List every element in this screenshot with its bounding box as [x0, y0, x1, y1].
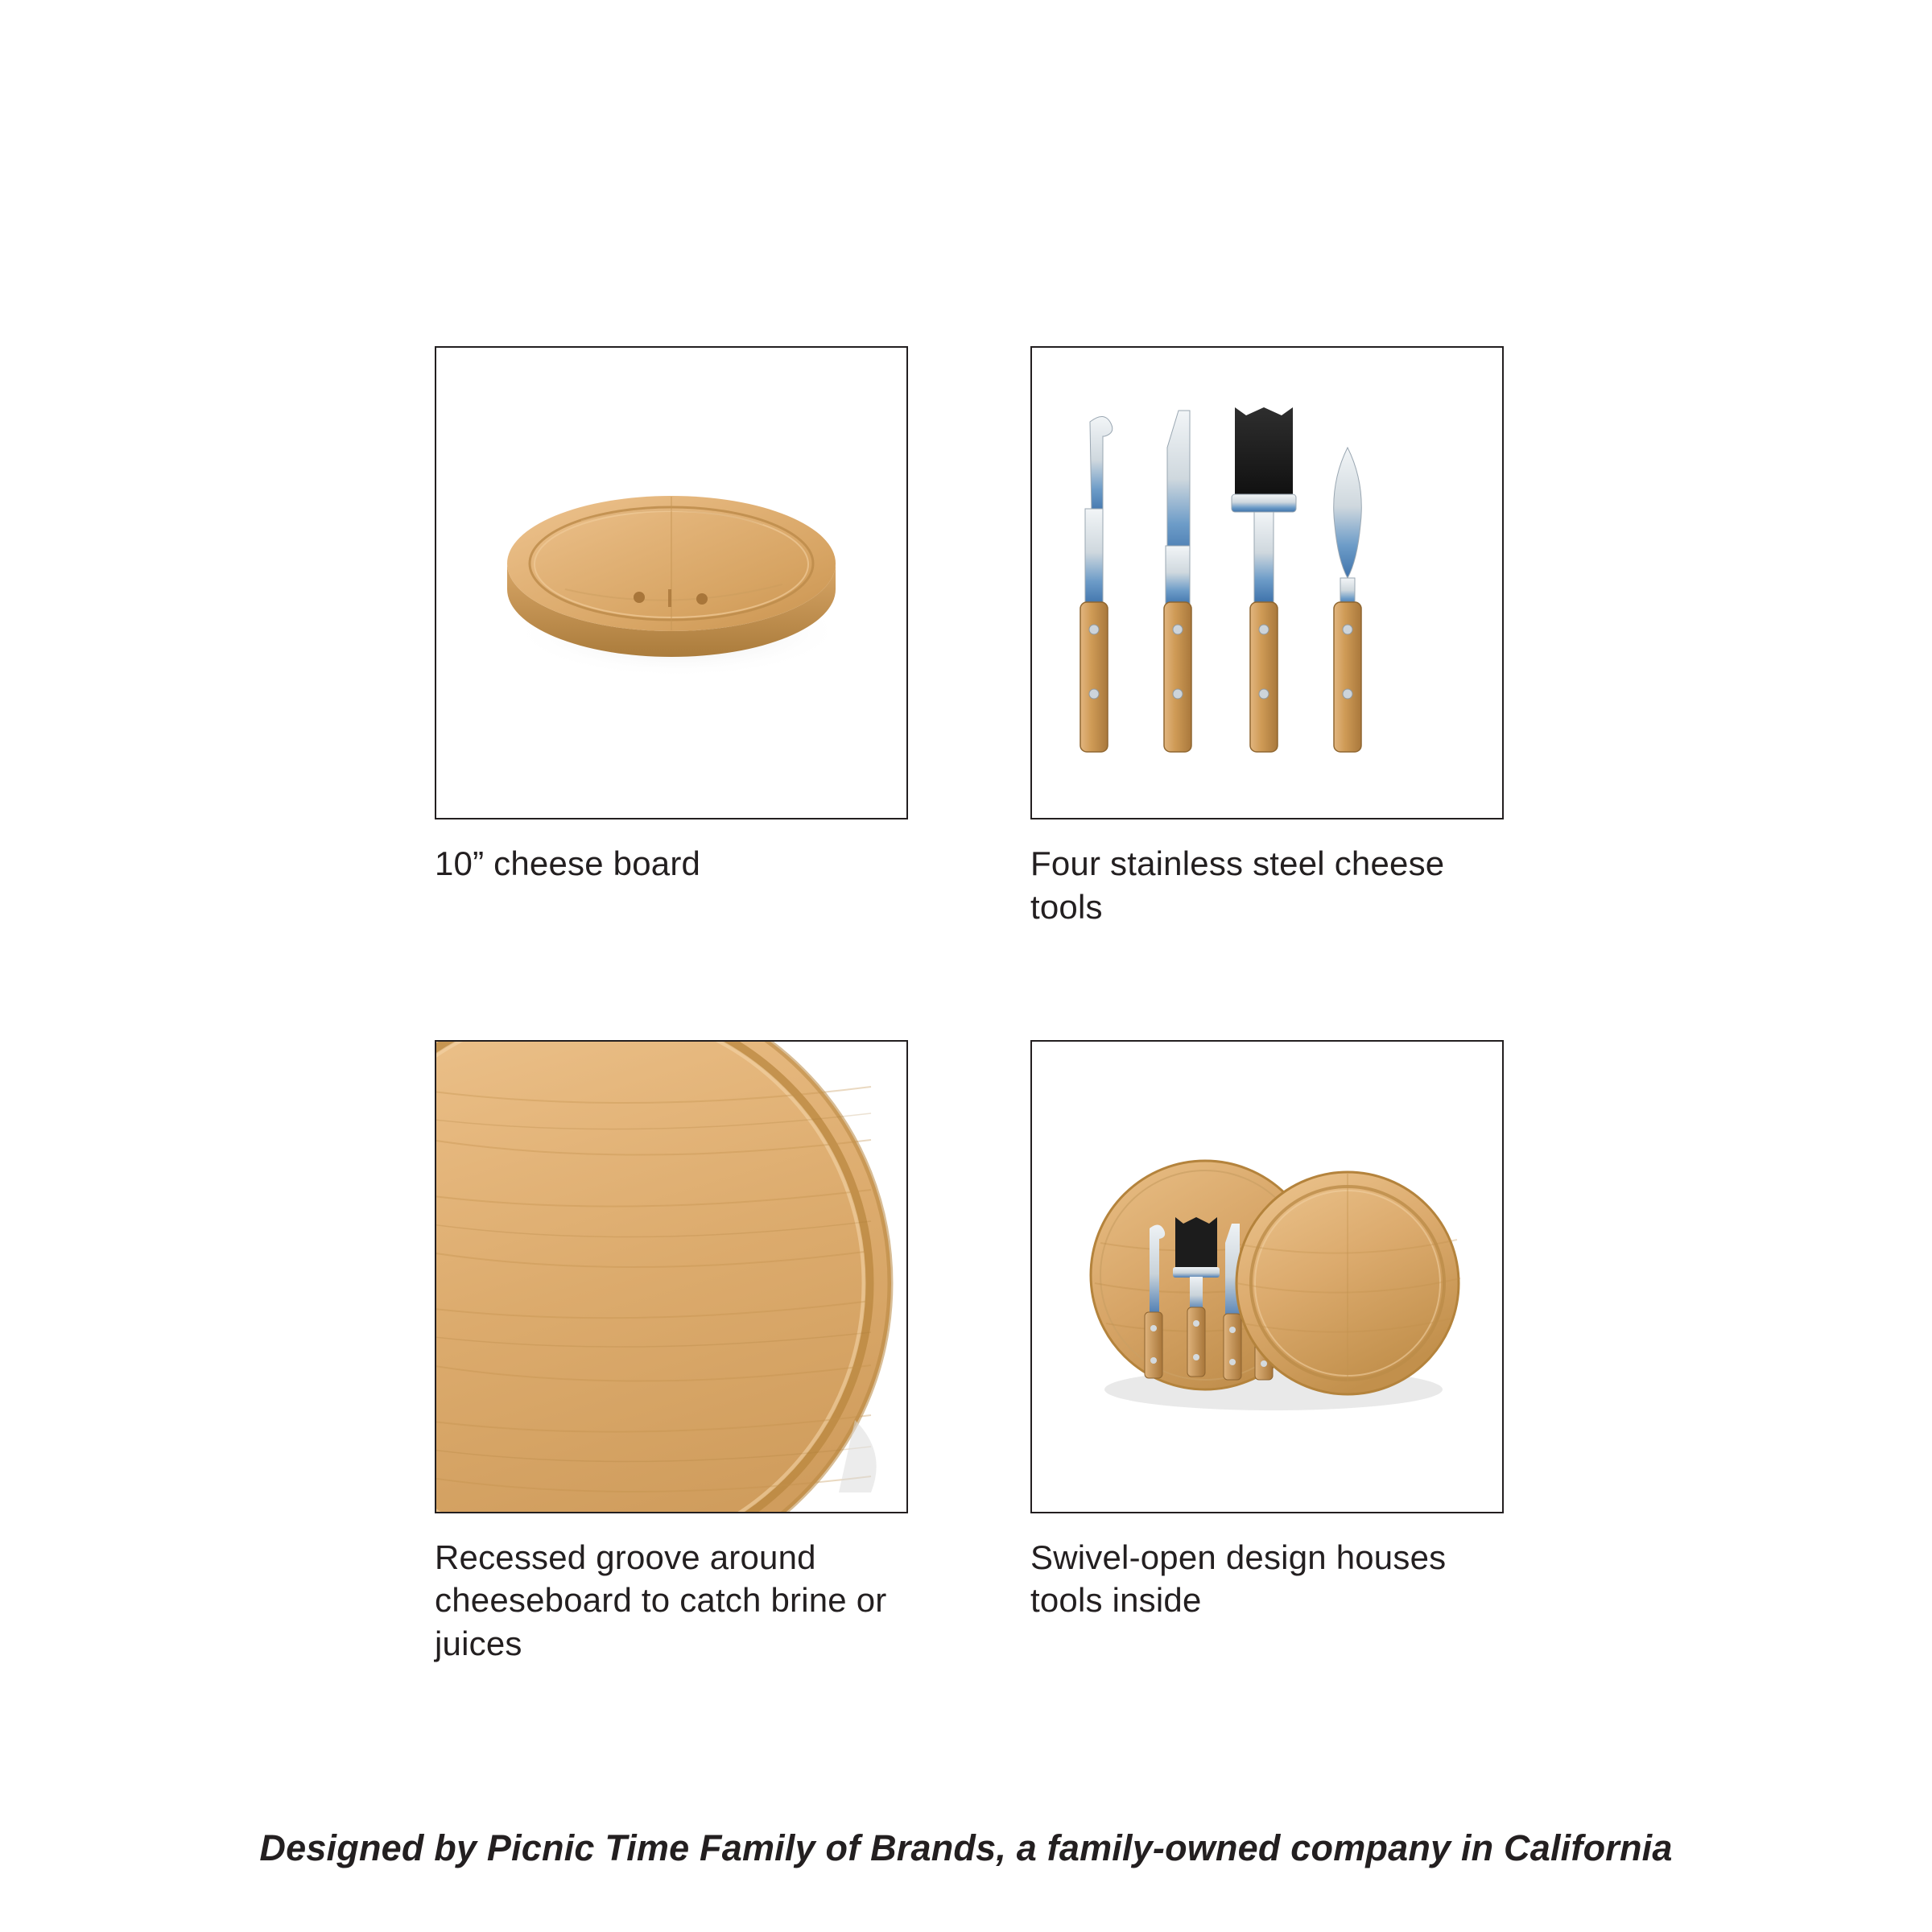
image-frame-swivel-open [1030, 1040, 1504, 1513]
footer-designed-by: Designed by Picnic Time Family of Brands, a family-owned company in California [259, 1827, 1673, 1868]
swivel-lid-disc [1236, 1172, 1460, 1394]
caption-recessed-groove: Recessed groove around cheeseboard to catch brine or juices [435, 1538, 887, 1662]
recessed-groove-illustration [436, 1042, 906, 1512]
feature-cell-cheese-board [435, 346, 910, 929]
cheese-tools-illustration [1032, 348, 1502, 818]
swivel-open-illustration [1032, 1042, 1502, 1512]
caption-swivel-open: Swivel-open design houses tools inside [1030, 1538, 1447, 1620]
cheese-board-illustration [436, 348, 906, 818]
image-frame-cheese-board [435, 346, 908, 819]
tool-hard-cheese-knife [1164, 411, 1191, 752]
feature-cell-cheese-tools [1030, 346, 1505, 929]
image-frame-cheese-tools [1030, 346, 1504, 819]
feature-cell-recessed-groove [435, 1040, 910, 1666]
feature-cell-swivel-open [1030, 1040, 1505, 1666]
image-frame-recessed-groove [435, 1040, 908, 1513]
feature-grid [435, 346, 1546, 1666]
caption-cheese-tools: Four stainless steel cheese tools [1030, 844, 1445, 926]
caption-cheese-board: 10” cheese board [435, 844, 701, 882]
feature-row-bottom [435, 1040, 1546, 1666]
feature-row-top [435, 346, 1546, 929]
